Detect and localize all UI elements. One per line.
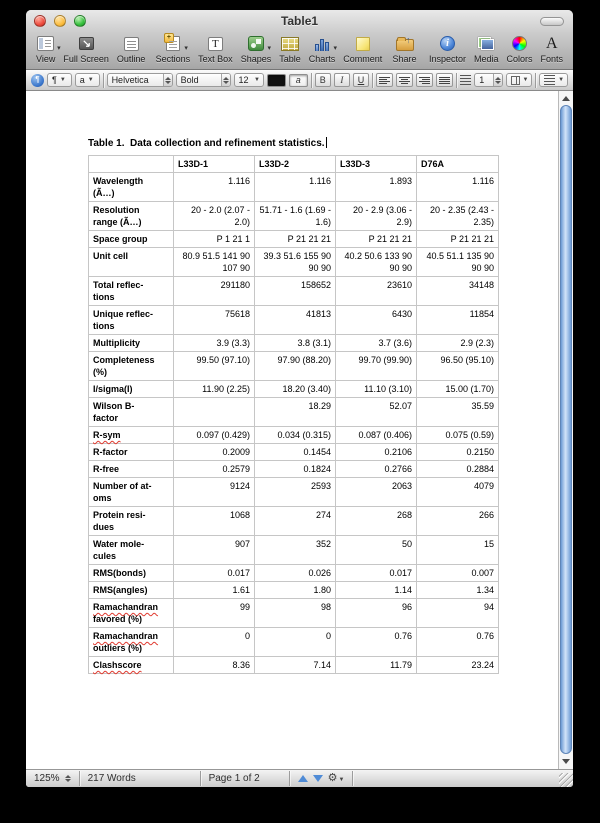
- cell-value[interactable]: P 21 21 21: [417, 231, 499, 248]
- paragraph-style-icon[interactable]: ¶: [31, 74, 44, 87]
- cell-value[interactable]: 3.9 (3.3): [174, 335, 255, 352]
- cell-value[interactable]: 9124: [174, 478, 255, 507]
- cell-value[interactable]: 3.8 (3.1): [255, 335, 336, 352]
- cell-value[interactable]: 2.9 (2.3): [417, 335, 499, 352]
- row-label[interactable]: Ramachandran outliers (%): [89, 628, 174, 657]
- outline-icon: [124, 37, 139, 51]
- align-justify-button[interactable]: [436, 73, 453, 87]
- toolbar-button-shapes[interactable]: ▾ Shapes: [237, 34, 276, 64]
- view-icon: [37, 36, 54, 51]
- cell-value[interactable]: 0.76: [417, 628, 499, 657]
- table-row: [89, 599, 499, 628]
- app-window: [26, 10, 573, 787]
- row-label[interactable]: Space group: [89, 231, 174, 248]
- cell-value[interactable]: 7.14: [255, 657, 336, 674]
- window-controls: [34, 15, 86, 27]
- row-label[interactable]: Water mole- cules: [89, 536, 174, 565]
- cell-value[interactable]: 0.026: [255, 565, 336, 582]
- cell-value[interactable]: 0: [255, 628, 336, 657]
- cell-value[interactable]: 20 - 2.9 (3.06 - 2.9): [336, 202, 417, 231]
- toolbar-button-charts[interactable]: ▾ Charts: [305, 34, 340, 64]
- table-row: [89, 381, 499, 398]
- cell-value[interactable]: 80.9 51.5 141 90 107 90: [174, 248, 255, 277]
- cell-value[interactable]: 291180: [174, 277, 255, 306]
- cell-value[interactable]: 0.097 (0.429): [174, 427, 255, 444]
- divider: [352, 771, 353, 786]
- table-row: [89, 352, 499, 381]
- chevron-down-icon: ▾: [333, 45, 337, 52]
- cell-value[interactable]: 35.59: [417, 398, 499, 427]
- row-label[interactable]: Multiplicity: [89, 335, 174, 352]
- cell-value[interactable]: 1.116: [255, 173, 336, 202]
- divider: [535, 73, 536, 88]
- cell-value[interactable]: 0.075 (0.59): [417, 427, 499, 444]
- cell-value[interactable]: 0: [174, 628, 255, 657]
- row-label[interactable]: Total reflec- tions: [89, 277, 174, 306]
- window-title: Table1: [280, 14, 319, 28]
- row-label[interactable]: Number of at- oms: [89, 478, 174, 507]
- cell-value[interactable]: 0.2579: [174, 461, 255, 478]
- cell-value[interactable]: 0.2884: [417, 461, 499, 478]
- chevron-down-icon: ▼: [338, 777, 345, 783]
- toolbar-button-table[interactable]: Table: [275, 34, 305, 64]
- cell-value[interactable]: 23610: [336, 277, 417, 306]
- row-label[interactable]: Wilson B- factor: [89, 398, 174, 427]
- cell-value[interactable]: 18.29: [255, 398, 336, 427]
- cell-value[interactable]: 352: [255, 536, 336, 565]
- row-label[interactable]: Wavelength (Ã…): [89, 173, 174, 202]
- cell-value[interactable]: 0.2009: [174, 444, 255, 461]
- minimize-button[interactable]: [54, 15, 66, 27]
- row-label[interactable]: Completeness (%): [89, 352, 174, 381]
- zoom-window-button[interactable]: [74, 15, 86, 27]
- row-label[interactable]: R-free: [89, 461, 174, 478]
- table-row: [89, 478, 499, 507]
- cell-value[interactable]: 158652: [255, 277, 336, 306]
- cell-value[interactable]: 0.017: [336, 565, 417, 582]
- table-row: [89, 582, 499, 599]
- scroll-up-arrow-icon[interactable]: [559, 92, 573, 105]
- toolbar-button-view[interactable]: ▾ View: [32, 34, 59, 64]
- row-label[interactable]: Protein resi- dues: [89, 507, 174, 536]
- table-row: [89, 202, 499, 231]
- column-header[interactable]: L33D-3: [336, 156, 417, 173]
- cell-value[interactable]: 274: [255, 507, 336, 536]
- table-row: [89, 277, 499, 306]
- status-bar: [26, 769, 573, 787]
- comment-icon: [356, 37, 370, 51]
- cell-value[interactable]: 41813: [255, 306, 336, 335]
- list-style-dropdown[interactable]: [539, 73, 568, 87]
- cell-value[interactable]: 1.61: [174, 582, 255, 599]
- cell-value[interactable]: 6430: [336, 306, 417, 335]
- cell-value[interactable]: 34148: [417, 277, 499, 306]
- toolbar-button-fonts[interactable]: A Fonts: [540, 35, 564, 64]
- scrollbar-thumb[interactable]: [560, 105, 572, 754]
- cell-value[interactable]: 0.1824: [255, 461, 336, 478]
- chevron-down-icon: ▼: [87, 77, 94, 83]
- corner-header-cell[interactable]: [89, 156, 174, 173]
- cell-value[interactable]: 3.7 (3.6): [336, 335, 417, 352]
- table-row: [89, 536, 499, 565]
- row-label[interactable]: Ramachandran favored (%): [89, 599, 174, 628]
- stepper-icon: [163, 74, 172, 86]
- paragraph-style-dropdown[interactable]: ¶ ▼: [47, 73, 72, 87]
- previous-page-button[interactable]: [298, 775, 308, 782]
- cell-value[interactable]: 1.80: [255, 582, 336, 599]
- divider: [372, 73, 373, 88]
- chevron-down-icon: ▼: [253, 77, 260, 83]
- stepper-icon: [493, 74, 502, 86]
- zoom-control[interactable]: [26, 770, 79, 787]
- chevron-down-icon: ▼: [522, 77, 529, 83]
- columns-icon: [511, 76, 520, 85]
- cell-value[interactable]: 907: [174, 536, 255, 565]
- close-button[interactable]: [34, 15, 46, 27]
- cell-value[interactable]: 96.50 (95.10): [417, 352, 499, 381]
- cell-value[interactable]: 1.116: [417, 173, 499, 202]
- toolbar-button-outline[interactable]: Outline: [113, 34, 150, 64]
- format-bar: [26, 70, 573, 91]
- line-spacing-select[interactable]: 1: [474, 73, 503, 87]
- divider: [311, 73, 312, 88]
- table-row: [89, 628, 499, 657]
- document-area: [26, 91, 573, 769]
- font-size-select[interactable]: 12 ▼: [234, 73, 264, 87]
- table-row: [89, 173, 499, 202]
- table-row: [89, 231, 499, 248]
- cell-value[interactable]: 11.10 (3.10): [336, 381, 417, 398]
- table-row: [89, 507, 499, 536]
- cell-value[interactable]: 99.50 (97.10): [174, 352, 255, 381]
- cell-value[interactable]: 266: [417, 507, 499, 536]
- background-color-well[interactable]: a: [289, 74, 308, 87]
- toolbar-button-media[interactable]: Media: [470, 34, 503, 64]
- row-label[interactable]: RMS(angles): [89, 582, 174, 599]
- cell-value[interactable]: 40.2 50.6 133 90 90 90: [336, 248, 417, 277]
- cell-value[interactable]: P 21 21 21: [336, 231, 417, 248]
- table-row: [89, 565, 499, 582]
- font-family-select[interactable]: Helvetica: [107, 73, 173, 87]
- cell-value[interactable]: 0.2106: [336, 444, 417, 461]
- page[interactable]: [26, 91, 558, 769]
- character-style-dropdown[interactable]: a ▼: [75, 73, 100, 87]
- page-actions-menu[interactable]: [328, 773, 345, 784]
- word-count: 217 Words: [87, 773, 136, 784]
- cell-value[interactable]: 1.116: [174, 173, 255, 202]
- chevron-down-icon: ▼: [558, 77, 565, 83]
- chevron-down-icon: ▾: [57, 45, 61, 52]
- next-page-button[interactable]: [313, 775, 323, 782]
- cell-value[interactable]: 2063: [336, 478, 417, 507]
- cell-value[interactable]: 1068: [174, 507, 255, 536]
- full-screen-icon: [79, 37, 94, 50]
- cell-value[interactable]: 11.79: [336, 657, 417, 674]
- column-header[interactable]: L33D-2: [255, 156, 336, 173]
- column-header[interactable]: D76A: [417, 156, 499, 173]
- cell-value[interactable]: 1.893: [336, 173, 417, 202]
- window-resize-grip[interactable]: [559, 773, 573, 787]
- cell-value[interactable]: 4079: [417, 478, 499, 507]
- row-label[interactable]: R-factor: [89, 444, 174, 461]
- toolbar-button-inspector[interactable]: i Inspector: [428, 38, 466, 64]
- bold-button[interactable]: B: [315, 73, 331, 87]
- toolbar: [26, 32, 573, 70]
- chevron-down-icon: ▾: [267, 45, 271, 52]
- columns-dropdown[interactable]: [506, 73, 533, 87]
- cell-value[interactable]: 0.2766: [336, 461, 417, 478]
- cell-value[interactable]: 97.90 (88.20): [255, 352, 336, 381]
- table-row: [89, 427, 499, 444]
- chevron-down-icon: ▼: [59, 77, 66, 83]
- cell-value[interactable]: 11854: [417, 306, 499, 335]
- cell-value[interactable]: 96: [336, 599, 417, 628]
- title-bar[interactable]: [26, 10, 573, 32]
- line-spacing-icon: [460, 75, 471, 85]
- zoom-level: 125%: [34, 773, 60, 784]
- row-label[interactable]: RMS(bonds): [89, 565, 174, 582]
- cell-value[interactable]: 11.90 (2.25): [174, 381, 255, 398]
- cell-value[interactable]: P 21 21 21: [255, 231, 336, 248]
- underline-button[interactable]: U: [353, 73, 369, 87]
- align-right-button[interactable]: [416, 73, 433, 87]
- table-header-row: [89, 156, 499, 173]
- sections-icon: [166, 36, 180, 51]
- cell-value[interactable]: 99.70 (99.90): [336, 352, 417, 381]
- cell-value[interactable]: 0.034 (0.315): [255, 427, 336, 444]
- colors-icon: [512, 36, 527, 51]
- charts-icon: [314, 37, 330, 51]
- align-left-button[interactable]: [376, 73, 393, 87]
- toolbar-toggle-button[interactable]: [540, 17, 564, 26]
- toolbar-button-full-screen[interactable]: Full Screen: [59, 34, 113, 64]
- table-row: [89, 335, 499, 352]
- toolbar-button-colors[interactable]: Colors: [503, 34, 537, 64]
- stats-table[interactable]: [88, 155, 499, 674]
- fonts-icon: A: [545, 35, 558, 52]
- table-row: [89, 398, 499, 427]
- cell-value[interactable]: 75618: [174, 306, 255, 335]
- table-icon: [281, 37, 299, 51]
- cell-value[interactable]: 94: [417, 599, 499, 628]
- toolbar-button-text-box[interactable]: T Text Box: [198, 37, 233, 64]
- cell-value[interactable]: 51.71 - 1.6 (1.69 - 1.6): [255, 202, 336, 231]
- toolbar-button-sections[interactable]: + ▾ Sections: [152, 34, 195, 64]
- typeface-select[interactable]: Bold: [176, 73, 231, 87]
- shapes-icon: [248, 36, 264, 51]
- cell-value[interactable]: 8.36: [174, 657, 255, 674]
- cell-value[interactable]: 1.34: [417, 582, 499, 599]
- italic-button[interactable]: I: [334, 73, 350, 87]
- table-caption[interactable]: Table 1. Data collection and refinement statistics.: [88, 138, 325, 149]
- cell-value[interactable]: 2593: [255, 478, 336, 507]
- cell-value[interactable]: 40.5 51.1 135 90 90 90: [417, 248, 499, 277]
- cell-value[interactable]: 0.2150: [417, 444, 499, 461]
- divider: [456, 73, 457, 88]
- cell-value[interactable]: 98: [255, 599, 336, 628]
- row-label[interactable]: Resolution range (Ã…): [89, 202, 174, 231]
- cell-value[interactable]: 50: [336, 536, 417, 565]
- cell-value[interactable]: 18.20 (3.40): [255, 381, 336, 398]
- cell-value[interactable]: 39.3 51.6 155 90 90 90: [255, 248, 336, 277]
- cell-value[interactable]: P 1 21 1: [174, 231, 255, 248]
- text-box-icon: T: [208, 37, 223, 51]
- table-row: [89, 248, 499, 277]
- stepper-icon: [65, 775, 71, 782]
- cell-value[interactable]: 0.017: [174, 565, 255, 582]
- cell-value[interactable]: 1.14: [336, 582, 417, 599]
- cell-value[interactable]: 20 - 2.35 (2.43 - 2.35): [417, 202, 499, 231]
- stepper-icon: [221, 74, 230, 86]
- cell-value[interactable]: [174, 398, 255, 427]
- row-label[interactable]: Clashscore: [89, 657, 174, 674]
- table-row: [89, 461, 499, 478]
- row-label[interactable]: Unit cell: [89, 248, 174, 277]
- toolbar-button-comment[interactable]: Comment: [339, 34, 386, 64]
- cell-value[interactable]: 0.76: [336, 628, 417, 657]
- cell-value[interactable]: 0.1454: [255, 444, 336, 461]
- table-row: [89, 657, 499, 674]
- page-indicator: Page 1 of 2: [208, 773, 260, 784]
- vertical-scrollbar[interactable]: [558, 91, 573, 769]
- cell-value[interactable]: 20 - 2.0 (2.07 - 2.0): [174, 202, 255, 231]
- row-label[interactable]: I/sigma(I): [89, 381, 174, 398]
- list-icon: [544, 75, 555, 85]
- cell-value[interactable]: 0.007: [417, 565, 499, 582]
- row-label[interactable]: Unique reflec- tions: [89, 306, 174, 335]
- cell-value[interactable]: 99: [174, 599, 255, 628]
- table-row: [89, 444, 499, 461]
- cell-value[interactable]: 15: [417, 536, 499, 565]
- chevron-down-icon: ▾: [184, 45, 188, 52]
- cell-value[interactable]: 52.07: [336, 398, 417, 427]
- gear-icon: ⚙: [327, 772, 338, 784]
- page-navigation: [290, 770, 353, 787]
- toolbar-button-share[interactable]: ↑ Share: [388, 34, 420, 64]
- cell-value[interactable]: 15.00 (1.70): [417, 381, 499, 398]
- share-icon: [396, 39, 414, 51]
- column-header[interactable]: L33D-1: [174, 156, 255, 173]
- cell-value[interactable]: 0.087 (0.406): [336, 427, 417, 444]
- align-center-button[interactable]: [396, 73, 413, 87]
- inspector-icon: i: [440, 36, 455, 51]
- cell-value[interactable]: 23.24: [417, 657, 499, 674]
- scroll-down-arrow-icon[interactable]: [559, 755, 573, 768]
- table-row: [89, 306, 499, 335]
- media-icon: [478, 37, 494, 50]
- row-label[interactable]: R-sym: [89, 427, 174, 444]
- text-color-well[interactable]: [267, 74, 286, 87]
- divider: [103, 73, 104, 88]
- text-cursor: [326, 137, 327, 148]
- cell-value[interactable]: 268: [336, 507, 417, 536]
